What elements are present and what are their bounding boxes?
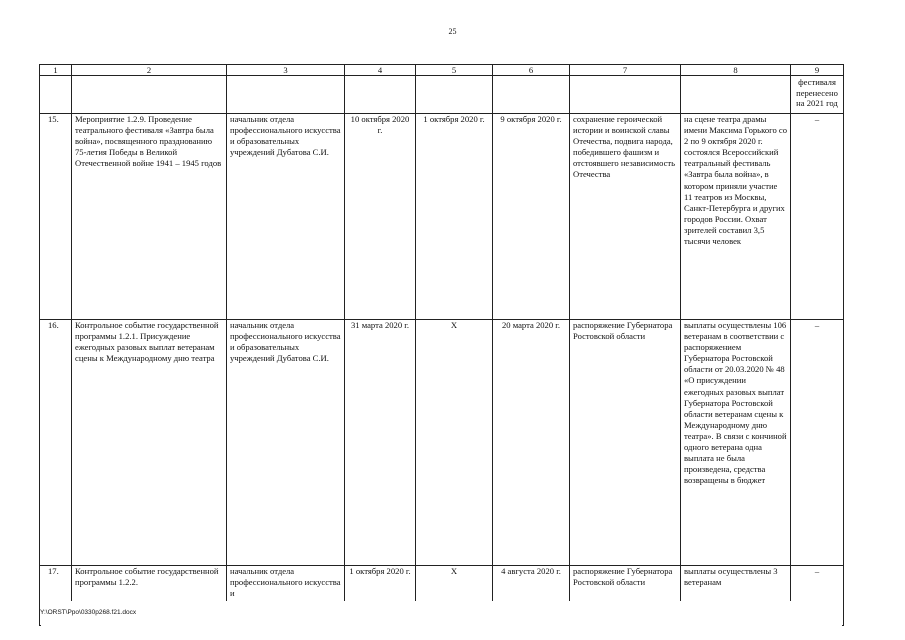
page-cutoff	[41, 601, 842, 640]
header-cell: 8	[681, 65, 791, 76]
result-cell: распоряжение Губернатора Ростовской области	[570, 320, 681, 566]
start-date-cell: Х	[416, 566, 493, 626]
page-number: 25	[448, 27, 457, 36]
header-cell: 1	[40, 65, 72, 76]
result-cell: сохранение героической истории и воинской славы Отечества, подвига народа, победившего фашизм и отстоявшего независимость Отечества	[570, 114, 681, 320]
responsible-cell: начальник отдела профессионального искусства и образовательных учреждений Дубатова С.И.	[227, 114, 345, 320]
row-number: 17.	[40, 566, 72, 626]
fact-cell: выплаты осуществлены 106 ветеранам в соответствии с распоряжением Губернатора Ростовской области от 20.03.2020 № 48 «О присуждении ежегодных разовых выплат Губернатора Ростовской области ветеранам сцены к Международному дню театра». В связи с кончиной одного ветерана одна выплата не была произведена, средства возвращены в бюджет	[681, 320, 791, 566]
header-cell: 3	[227, 65, 345, 76]
report-table	[39, 64, 844, 626]
header-cell: 5	[416, 65, 493, 76]
event-cell: Контрольное событие государственной программы 1.2.2.	[72, 566, 227, 626]
note-cell: –	[791, 566, 844, 626]
result-cell: распоряжение Губернатора Ростовской области	[570, 566, 681, 626]
plan-date-cell: 1 октября 2020 г.	[345, 566, 416, 626]
end-date-cell: 20 марта 2020 г.	[493, 320, 570, 566]
header-cell: 2	[72, 65, 227, 76]
header-cell: 6	[493, 65, 570, 76]
carry-over-note: фестиваля перенесено на 2021 год	[791, 76, 844, 114]
event-cell: Контрольное событие государственной программы 1.2.1. Присуждение ежегодных разовых выплат ветеранам сцены к Международному дню театра	[72, 320, 227, 566]
header-cell: 9	[791, 65, 844, 76]
header-cell: 7	[570, 65, 681, 76]
fact-cell: на сцене театра драмы имени Максима Горького со 2 по 9 октября 2020 г. состоялся Всероссийский театральный фестиваль «Завтра была война», в котором приняли участие 11 театров из Москвы, Санкт-Петербурга и других городов России. Охват зрителей составил 3,5 тысячи человек	[681, 114, 791, 320]
carry-over-row	[40, 76, 844, 114]
plan-date-cell: 31 марта 2020 г.	[345, 320, 416, 566]
row-number: 15.	[40, 114, 72, 320]
file-path-footer: Y:\ORST\Ppo\0330p268.f21.docx	[40, 609, 137, 616]
start-date-cell: Х	[416, 320, 493, 566]
responsible-cell: начальник отдела профессионального искусства и образовательных учреждений Дубатова С.И.	[227, 320, 345, 566]
table-row	[40, 114, 844, 320]
row-number: 16.	[40, 320, 72, 566]
fact-cell: выплаты осуществлены 3 ветеранам	[681, 566, 791, 626]
responsible-cell: начальник отдела профессионального искусства и	[227, 566, 345, 626]
end-date-cell: 9 октября 2020 г.	[493, 114, 570, 320]
header-cell: 4	[345, 65, 416, 76]
header-row	[40, 65, 844, 76]
note-cell: –	[791, 114, 844, 320]
event-cell: Мероприятие 1.2.9. Проведение театрального фестиваля «Завтра была война», посвященного празднованию 75-летия Победы в Великой Отечественной войне 1941 – 1945 годов	[72, 114, 227, 320]
start-date-cell: 1 октября 2020 г.	[416, 114, 493, 320]
note-cell: –	[791, 320, 844, 566]
table-row	[40, 320, 844, 566]
end-date-cell: 4 августа 2020 г.	[493, 566, 570, 626]
plan-date-cell: 10 октября 2020 г.	[345, 114, 416, 320]
